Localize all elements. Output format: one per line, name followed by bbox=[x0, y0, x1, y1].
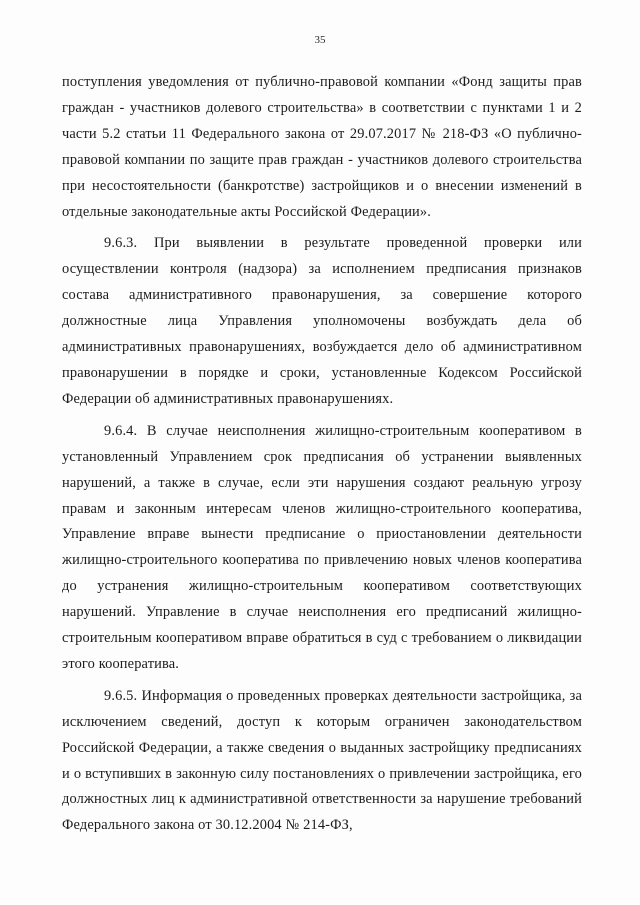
document-body bbox=[62, 70, 582, 839]
paragraph-9-6-3: 9.6.3. При выявлении в результате проведенной проверки или осуществлении контроля (надзора) за исполнением предписания признаков состава административного правонарушения, за совершение которого должностные лица Управления уполномочены возбуждать дела об административных правонарушениях, возбуждается дело об административном правонарушении в порядке и сроки, установленные Кодексом Российской Федерации об административных правонарушениях. bbox=[62, 235, 582, 407]
paragraph-continuation: поступления уведомления от публично-правовой компании «Фонд защиты прав граждан - участников долевого строительства» в соответствии с пунктами 1 и 2 части 5.2 статьи 11 Федерального закона от 29.07.2017 № 218-ФЗ «О публично-правовой компании по защите прав граждан - участников долевого строительства при несостоятельности (банкротстве) застройщиков и о внесении изменений в отдельные законодательные акты Российской Федерации». bbox=[62, 74, 582, 220]
paragraph-9-6-5: 9.6.5. Информация о проведенных проверках деятельности застройщика, за исключением сведений, доступ к которым ограничен законодательством Российской Федерации, а также сведения о выданных застройщику предписаниях и о вступивших в законную силу постановлениях о привлечении застройщика, его должностных лиц к административной ответственности за нарушение требований Федерального закона от 30.12.2004 № 214-ФЗ, bbox=[62, 687, 582, 834]
paragraph-9-6-4: 9.6.4. В случае неисполнения жилищно-строительным кооперативом в установленный Управлением срок предписания об устранении выявленных нарушений, а также в случае, если эти нарушения создают реальную угрозу правам и законным интересам членов жилищно-строительного кооператива, Управление вправе вынести предписание о приостановлении деятельности жилищно-строительного кооператива по привлечению новых членов кооператива до устранения жилищно-строительным кооперативом соответствующих нарушений. Управление в случае неисполнения его предписаний жилищно-строительным кооперативом вправе обратиться в суд с требованием о ликвидации этого кооператива. bbox=[62, 422, 582, 672]
page-number: 35 bbox=[314, 34, 326, 46]
